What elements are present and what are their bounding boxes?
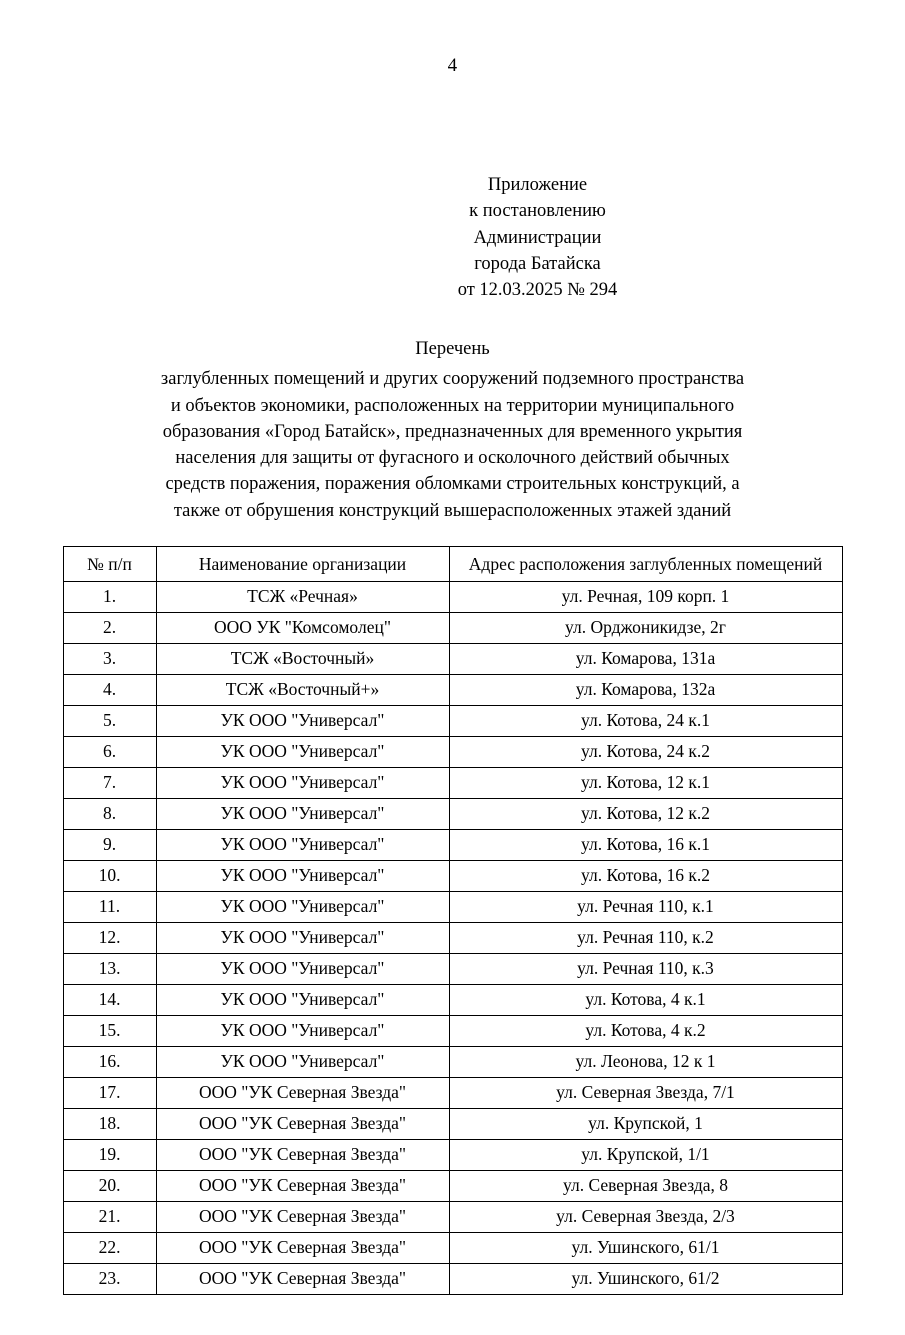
- cell-number: 3.: [63, 643, 156, 674]
- table-row: [63, 1263, 842, 1294]
- cell-organization: УК ООО "Универсал": [156, 922, 449, 953]
- appendix-line: города Батайска: [474, 253, 601, 274]
- cell-number: 5.: [63, 705, 156, 736]
- table-header-row: [63, 546, 842, 581]
- cell-address: ул. Котова, 12 к.2: [449, 798, 842, 829]
- cell-address: ул. Крупской, 1/1: [449, 1139, 842, 1170]
- cell-number: 13.: [63, 953, 156, 984]
- cell-organization: ООО "УК Северная Звезда": [156, 1139, 449, 1170]
- cell-number: 7.: [63, 767, 156, 798]
- appendix-reference: [0, 172, 905, 303]
- table-row: [63, 1077, 842, 1108]
- cell-address: ул. Котова, 24 к.2: [449, 736, 842, 767]
- table-row: [63, 612, 842, 643]
- cell-organization: УК ООО "Универсал": [156, 1046, 449, 1077]
- cell-organization: ООО "УК Северная Звезда": [156, 1077, 449, 1108]
- cell-organization: УК ООО "Универсал": [156, 953, 449, 984]
- cell-number: 6.: [63, 736, 156, 767]
- cell-organization: ООО "УК Северная Звезда": [156, 1263, 449, 1294]
- cell-address: ул. Ушинского, 61/1: [449, 1232, 842, 1263]
- cell-organization: УК ООО "Универсал": [156, 891, 449, 922]
- cell-address: ул. Речная 110, к.3: [449, 953, 842, 984]
- table-row: [63, 860, 842, 891]
- cell-number: 19.: [63, 1139, 156, 1170]
- cell-number: 2.: [63, 612, 156, 643]
- cell-organization: ООО УК "Комсомолец": [156, 612, 449, 643]
- page-number: 4: [447, 55, 458, 76]
- table-row: [63, 736, 842, 767]
- table-row: [63, 1108, 842, 1139]
- cell-number: 8.: [63, 798, 156, 829]
- column-header-number: № п/п: [63, 546, 156, 581]
- cell-address: ул. Комарова, 131а: [449, 643, 842, 674]
- cell-address: ул. Крупской, 1: [449, 1108, 842, 1139]
- subtitle-line: средств поражения, поражения обломками строительных конструкций, а: [165, 474, 740, 495]
- table-row: [63, 1201, 842, 1232]
- table-row: [63, 1046, 842, 1077]
- table-row: [63, 1139, 842, 1170]
- cell-organization: УК ООО "Универсал": [156, 736, 449, 767]
- cell-organization: УК ООО "Универсал": [156, 798, 449, 829]
- cell-number: 18.: [63, 1108, 156, 1139]
- cell-address: ул. Комарова, 132а: [449, 674, 842, 705]
- document-page: [0, 55, 905, 1335]
- cell-address: ул. Котова, 24 к.1: [449, 705, 842, 736]
- cell-number: 1.: [63, 581, 156, 612]
- cell-organization: ТСЖ «Восточный»: [156, 643, 449, 674]
- subtitle-line: образования «Город Батайск», предназначенных для временного укрытия: [162, 421, 743, 442]
- shelters-table: [63, 546, 843, 1295]
- subtitle-line: населения для защиты от фугасного и осколочного действий обычных: [175, 448, 730, 469]
- cell-number: 17.: [63, 1077, 156, 1108]
- cell-number: 21.: [63, 1201, 156, 1232]
- cell-address: ул. Котова, 16 к.2: [449, 860, 842, 891]
- subtitle-line: и объектов экономики, расположенных на территории муниципального: [170, 395, 735, 416]
- cell-number: 16.: [63, 1046, 156, 1077]
- cell-number: 9.: [63, 829, 156, 860]
- cell-address: ул. Котова, 4 к.2: [449, 1015, 842, 1046]
- table-row: [63, 891, 842, 922]
- cell-number: 10.: [63, 860, 156, 891]
- cell-organization: УК ООО "Универсал": [156, 984, 449, 1015]
- cell-number: 4.: [63, 674, 156, 705]
- cell-address: ул. Северная Звезда, 8: [449, 1170, 842, 1201]
- cell-organization: УК ООО "Универсал": [156, 829, 449, 860]
- column-header-address: Адрес расположения заглубленных помещений: [449, 546, 842, 581]
- table-row: [63, 1015, 842, 1046]
- table-row: [63, 767, 842, 798]
- appendix-line: Приложение: [487, 175, 588, 195]
- cell-organization: ООО "УК Северная Звезда": [156, 1108, 449, 1139]
- cell-number: 11.: [63, 891, 156, 922]
- table-row: [63, 1170, 842, 1201]
- table-row: [63, 984, 842, 1015]
- cell-address: ул. Котова, 4 к.1: [449, 984, 842, 1015]
- cell-organization: УК ООО "Универсал": [156, 1015, 449, 1046]
- cell-address: ул. Леонова, 12 к 1: [449, 1046, 842, 1077]
- table-row: [63, 581, 842, 612]
- table-row: [63, 953, 842, 984]
- cell-address: ул. Речная 110, к.2: [449, 922, 842, 953]
- cell-address: ул. Котова, 12 к.1: [449, 767, 842, 798]
- cell-organization: УК ООО "Универсал": [156, 767, 449, 798]
- subtitle-line: также от обрушения конструкций вышерасположенных этажей зданий: [173, 500, 732, 521]
- appendix-line: от 12.03.2025 № 294: [457, 280, 618, 301]
- appendix-line: к постановлению: [469, 201, 606, 222]
- cell-number: 15.: [63, 1015, 156, 1046]
- cell-organization: ТСЖ «Речная»: [156, 581, 449, 612]
- cell-number: 14.: [63, 984, 156, 1015]
- table-row: [63, 643, 842, 674]
- table-row: [63, 829, 842, 860]
- cell-organization: ООО "УК Северная Звезда": [156, 1170, 449, 1201]
- cell-number: 20.: [63, 1170, 156, 1201]
- cell-number: 22.: [63, 1232, 156, 1263]
- cell-organization: УК ООО "Универсал": [156, 860, 449, 891]
- cell-address: ул. Северная Звезда, 2/3: [449, 1201, 842, 1232]
- cell-organization: УК ООО "Универсал": [156, 705, 449, 736]
- cell-address: ул. Орджоникидзе, 2г: [449, 612, 842, 643]
- table-row: [63, 798, 842, 829]
- table-row: [63, 705, 842, 736]
- table-row: [63, 922, 842, 953]
- cell-address: ул. Северная Звезда, 7/1: [449, 1077, 842, 1108]
- cell-organization: ООО "УК Северная Звезда": [156, 1232, 449, 1263]
- cell-number: 23.: [63, 1263, 156, 1294]
- page-title: Перечень: [415, 339, 490, 360]
- column-header-organization: Наименование организации: [156, 546, 449, 581]
- cell-number: 12.: [63, 922, 156, 953]
- table-row: [63, 1232, 842, 1263]
- cell-address: ул. Ушинского, 61/2: [449, 1263, 842, 1294]
- cell-address: ул. Котова, 16 к.1: [449, 829, 842, 860]
- appendix-line: Администрации: [473, 227, 602, 248]
- table-row: [63, 674, 842, 705]
- document-subtitle: [0, 366, 905, 524]
- cell-address: ул. Речная, 109 корп. 1: [449, 581, 842, 612]
- cell-address: ул. Речная 110, к.1: [449, 891, 842, 922]
- subtitle-line: заглубленных помещений и других сооружений подземного пространства: [160, 369, 745, 390]
- cell-organization: ООО "УК Северная Звезда": [156, 1201, 449, 1232]
- table-body: [63, 581, 842, 1294]
- cell-organization: ТСЖ «Восточный+»: [156, 674, 449, 705]
